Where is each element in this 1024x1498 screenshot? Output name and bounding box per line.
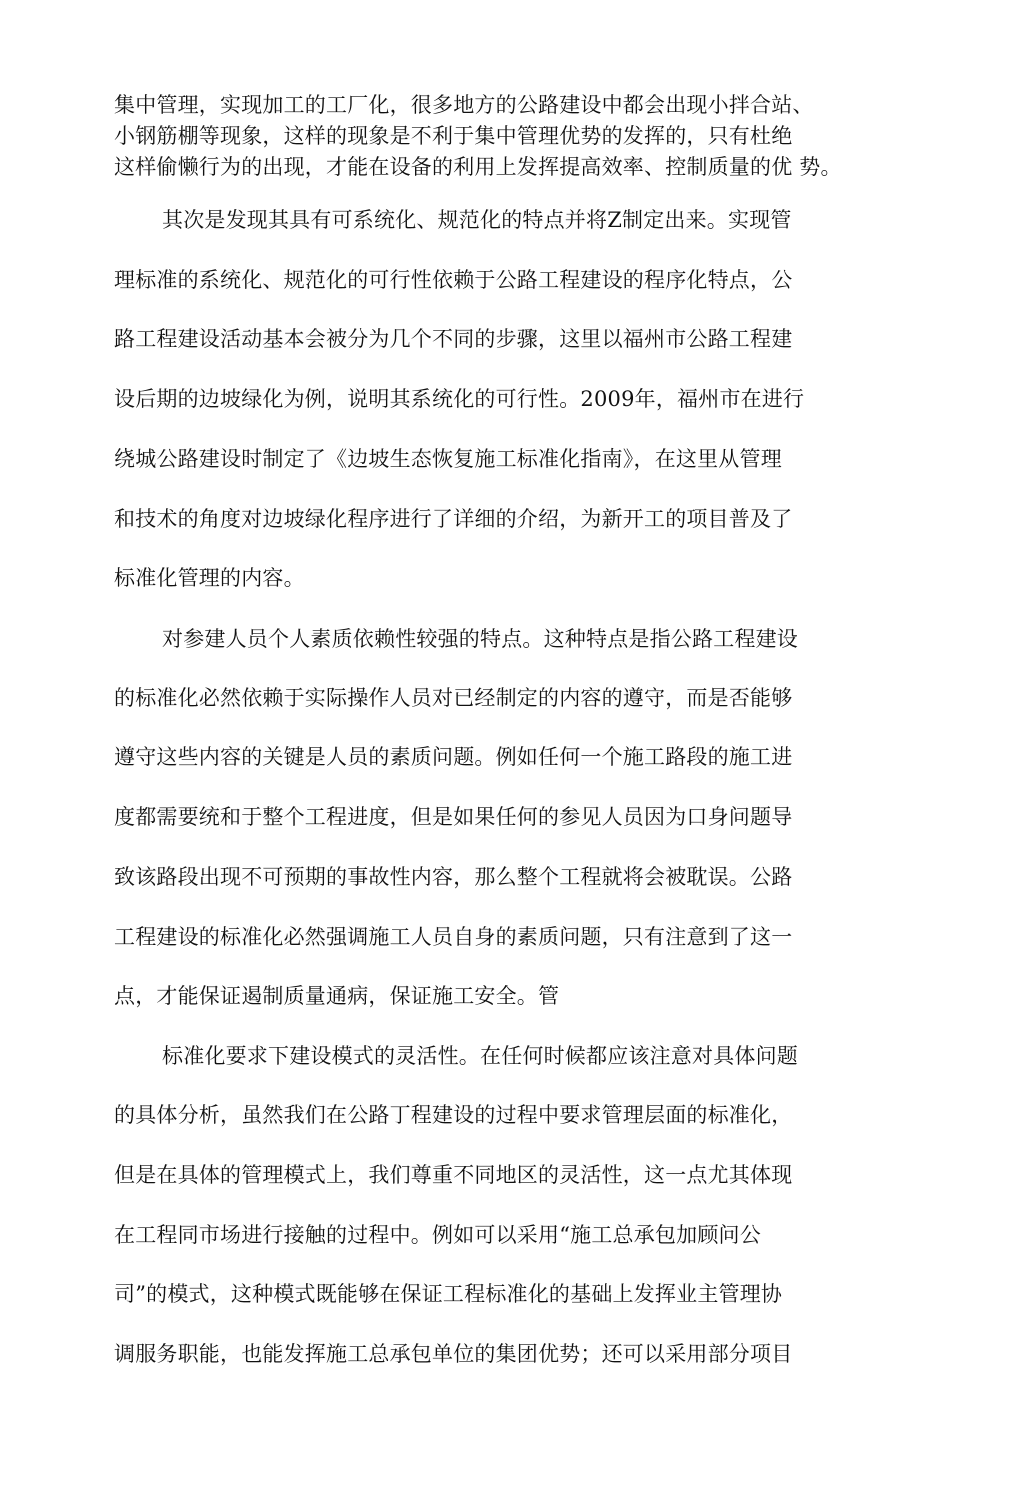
text-line: 小钢筋棚等现象，这样的现象是不利于集中管理优势的发挥的，只有杜绝 (114, 124, 793, 148)
text-line: 点，才能保证遏制质量通病，保证施工安全。管 (114, 984, 560, 1008)
text-line: 路工程建设活动基本会被分为几个不同的步骤，这里以福州市公路工程建 (114, 327, 793, 351)
text-line: 的具体分析，虽然我们在公路丁程建设的过程中要求管理层面的标准化， (114, 1103, 793, 1127)
text-line: 在工程同市场进行接触的过程中。例如可以采用“施工总承包加顾问公 (114, 1223, 761, 1247)
text-line: 集中管理，实现加工的工厂化，很多地方的公路建设中都会出现小拌合站、 (114, 93, 814, 117)
text-line: 设后期的边坡绿化为例，说明其系统化的可行性。2009年，福州市在进行 (114, 387, 805, 411)
text-line: 理标准的系统化、规范化的可行性依赖于公路工程建设的程序化特点，公 (114, 268, 793, 292)
paragraph-first-line: 其次是发现其具有可系统化、规范化的特点并将Z制定出来。实现管 (162, 208, 792, 232)
text-line: 但是在具体的管理模式上，我们尊重不同地区的灵活性，这一点尤其体现 (114, 1163, 793, 1187)
text-line: 司”的模式，这种模式既能够在保证工程标准化的基础上发挥业主管理协 (114, 1282, 783, 1306)
text-line: 和技术的角度对边坡绿化程序进行了详细的介绍，为新开工的项目普及了 (114, 507, 793, 531)
text-line: 的标准化必然依赖于实际操作人员对已经制定的内容的遵守，而是否能够 (114, 686, 793, 710)
text-line: 遵守这些内容的关键是人员的素质问题。例如任何一个施工路段的施工进 (114, 745, 793, 769)
text-line: 这样偷懒行为的出现，才能在设备的利用上发挥提高效率、控制质量的优 势。 (114, 155, 842, 179)
text-line: 工程建设的标准化必然强调施工人员自身的素质问题，只有注意到了这一 (114, 925, 793, 949)
text-line: 标准化管理的内容。 (114, 566, 305, 590)
text-line: 绕城公路建设时制定了《边坡生态恢复施工标准化指南》，在这里从管理 (114, 447, 782, 471)
text-line: 度都需要统和于整个工程进度，但是如果任何的参见人员因为口身问题导 (114, 805, 793, 829)
paragraph-first-line: 标准化要求下建设模式的灵活性。在任何时候都应该注意对具体问题 (162, 1044, 798, 1068)
text-line: 调服务职能，也能发挥施工总承包单位的集团优势；还可以采用部分项目 (114, 1342, 793, 1366)
text-line: 致该路段出现不可预期的事故性内容，那么整个工程就将会被耽误。公路 (114, 865, 793, 889)
paragraph-first-line: 对参建人员个人素质依赖性较强的特点。这种特点是指公路工程建设 (162, 627, 798, 651)
